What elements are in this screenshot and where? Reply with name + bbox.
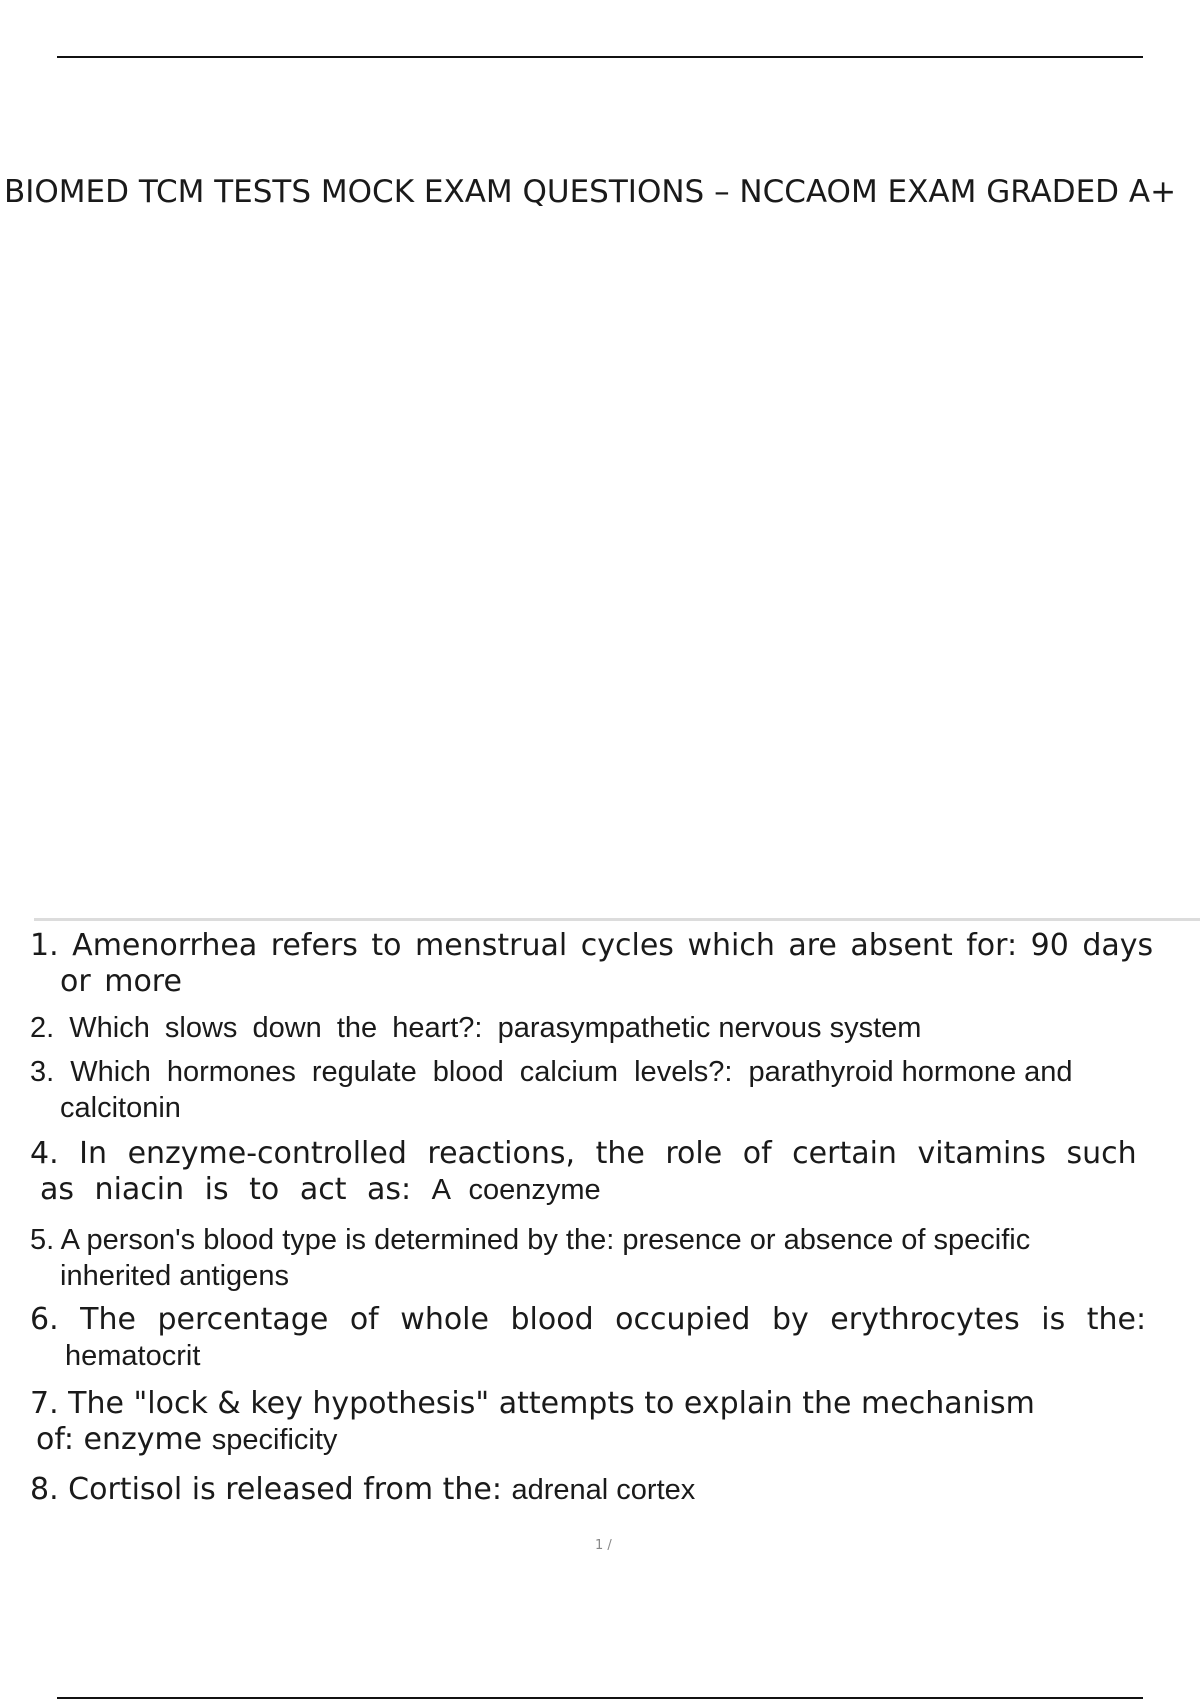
- answer-text-continued: inherited antigens: [60, 1260, 289, 1292]
- answer-text: parathyroid hormone and: [748, 1056, 1073, 1088]
- answer-text-continued: or more: [60, 964, 182, 999]
- question-text: The percentage of whole blood occupied by erythrocytes is the:: [80, 1302, 1147, 1337]
- top-rule: [57, 56, 1143, 58]
- question-number: 4.: [30, 1136, 59, 1171]
- question-text: In enzyme-controlled reactions, the role of certain vitamins such: [79, 1136, 1137, 1171]
- question-number: 5.: [30, 1224, 55, 1256]
- question-text: Amenorrhea refers to menstrual cycles which are absent for:: [72, 928, 1018, 963]
- question-number: 6.: [30, 1302, 59, 1337]
- bottom-rule: [57, 1697, 1143, 1699]
- answer-text: hematocrit: [65, 1340, 201, 1372]
- question-number: 1.: [30, 928, 59, 963]
- document-title: BIOMED TCM TESTS MOCK EXAM QUESTIONS – NCCAOM EXAM GRADED A+: [4, 174, 1177, 210]
- answer-text-continued: calcitonin: [60, 1092, 181, 1124]
- question-number: 3.: [30, 1056, 55, 1088]
- question-item-5: [30, 1222, 1200, 1294]
- answer-text: A coenzyme: [431, 1174, 601, 1206]
- question-item-6: [30, 1302, 1200, 1374]
- question-number: 2.: [30, 1012, 55, 1044]
- question-text: A person's blood type is determined by the:: [60, 1224, 615, 1256]
- question-number: 8.: [30, 1472, 59, 1507]
- question-text: The "lock & key hypothesis" attempts to explain the mechanism: [68, 1386, 1035, 1421]
- question-item-2: [30, 1010, 1200, 1046]
- question-item-4: [30, 1136, 1200, 1208]
- question-text-line2: as niacin is to act as:: [40, 1172, 412, 1207]
- answer-text: adrenal cortex: [511, 1474, 696, 1506]
- section-divider: [34, 918, 1200, 921]
- answer-text: presence or absence of specific: [622, 1224, 1031, 1256]
- answer-text: specificity: [211, 1424, 338, 1456]
- question-item-1: [30, 928, 1200, 1000]
- answer-text: 90 days: [1030, 928, 1154, 963]
- question-item-7: [30, 1386, 1200, 1458]
- question-text: Cortisol is released from the:: [68, 1472, 502, 1507]
- question-text-line2: of: enzyme: [36, 1422, 203, 1457]
- question-item-3: [30, 1054, 1200, 1126]
- question-text: Which slows down the heart?:: [69, 1012, 483, 1044]
- question-number: 7.: [30, 1386, 59, 1421]
- page-number: 1 /: [595, 1538, 612, 1553]
- question-text-continued: [30, 1422, 1200, 1458]
- question-text-continued: [30, 1172, 1200, 1208]
- answer-text: parasympathetic nervous system: [497, 1012, 922, 1044]
- question-item-8: [30, 1472, 1200, 1508]
- question-text: Which hormones regulate blood calcium levels?:: [70, 1056, 733, 1088]
